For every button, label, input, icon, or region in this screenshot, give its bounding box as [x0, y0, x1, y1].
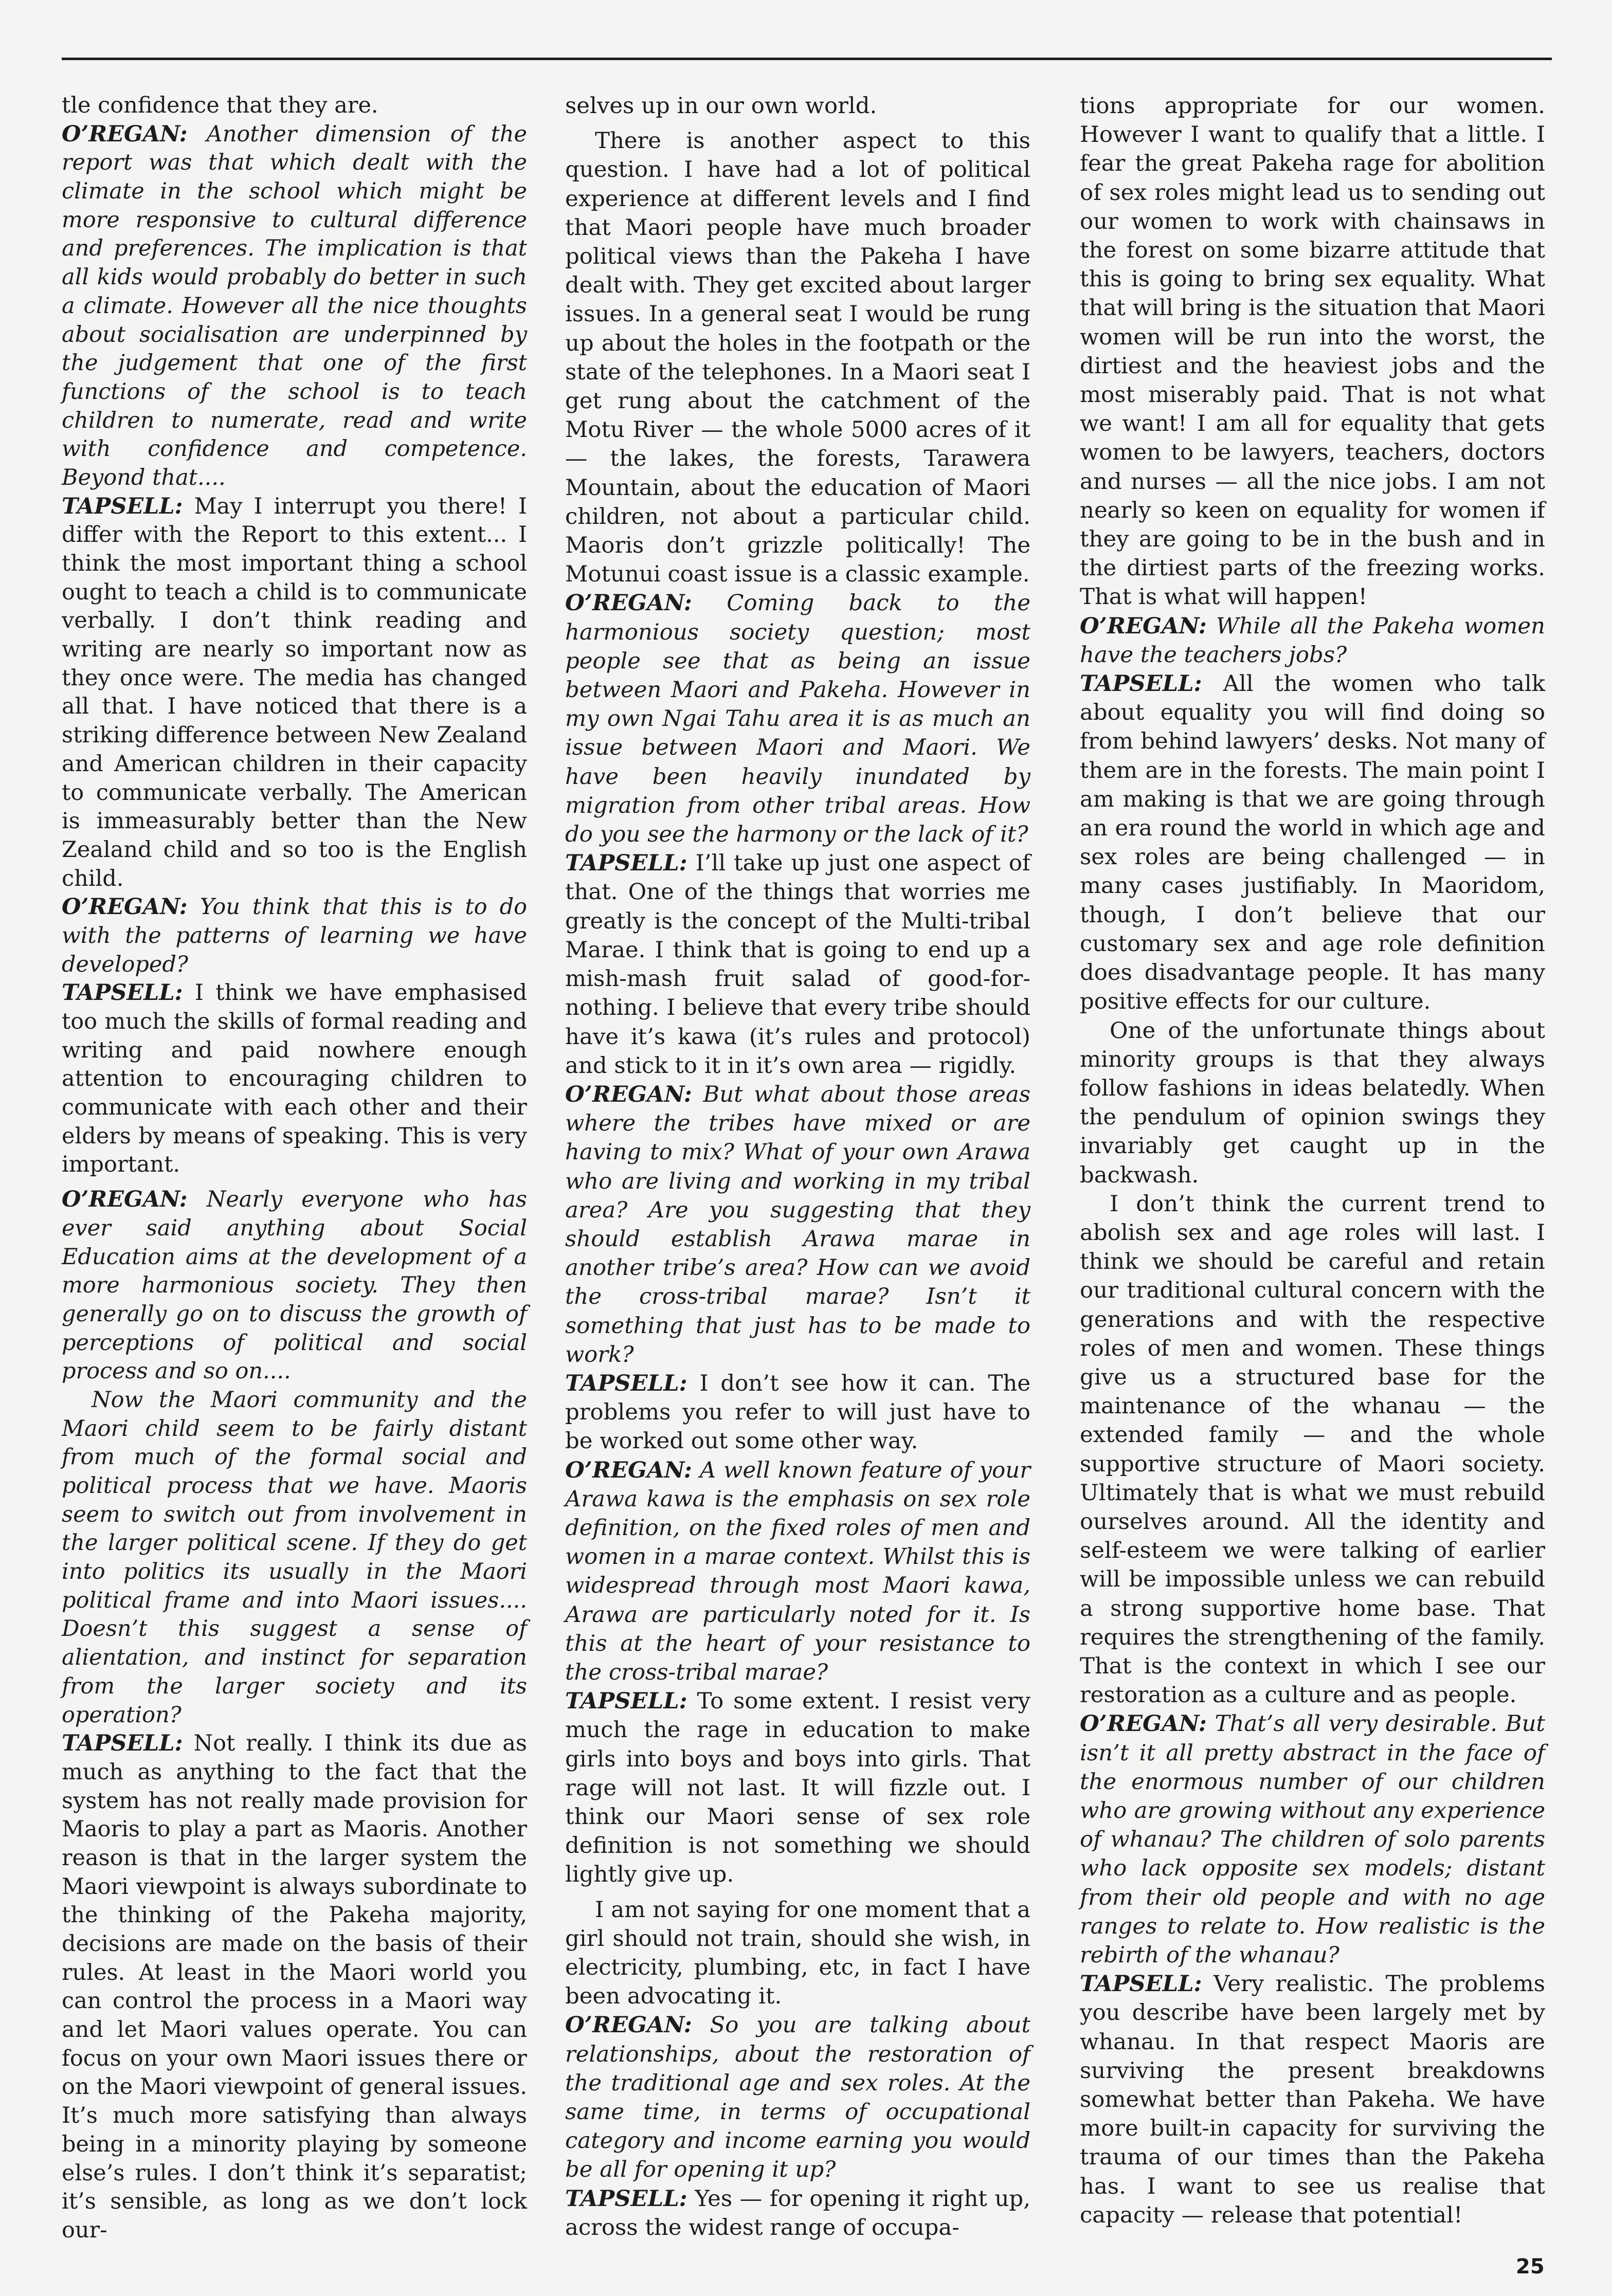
- paragraph: [1080, 612, 1545, 669]
- speaker-label: TAPSELL:: [62, 493, 183, 519]
- paragraph-text: You think that this is to do with the patterns of learning we have developed?: [62, 894, 527, 977]
- speaker-label: O’REGAN:: [62, 1187, 188, 1213]
- paragraph: [565, 1080, 1030, 1369]
- paragraph: [565, 589, 1030, 849]
- paragraph-text: Nearly everyone who has ever said anything about Social Education aims at the development of a more harmonious society. They then generally go on to discuss the growth of perceptions of political and social process and so on....: [62, 1187, 527, 1384]
- paragraph: [1080, 1016, 1545, 1190]
- speaker-label: O’REGAN:: [565, 1081, 692, 1107]
- speaker-label: O’REGAN:: [1080, 1710, 1207, 1737]
- paragraph: [62, 979, 527, 1179]
- speaker-label: O’REGAN:: [565, 2012, 692, 2038]
- speaker-label: TAPSELL:: [62, 980, 183, 1006]
- paragraph-text: I don’t think the current trend to abolish sex and age roles will last. I think we should be careful and retain our traditional cultural concern with the generations and with the respective roles of men and women. These things give us a structured base for the maintenance of the whanau — the extended family — and the whole supportive structure of Maori society. Ultimately that is what we must rebuild ourselves around. All the identity and self-esteem we were talking of earlier will be impossible unless we can rebuild a strong supportive home base. That requires the strengthening of the family. That is the context in which I see our restoration as a culture and as people.: [1080, 1191, 1545, 1708]
- speaker-label: O’REGAN:: [62, 121, 188, 147]
- speaker-label: TAPSELL:: [1080, 1971, 1202, 1997]
- paragraph: [62, 1386, 527, 1729]
- paragraph-text: While all the Pakeha women have the teachers jobs?: [1080, 613, 1546, 668]
- paragraph: [62, 1186, 527, 1386]
- paragraph: [1080, 1190, 1545, 1710]
- text-column-1: [62, 92, 527, 2245]
- text-column-3: [1080, 92, 1545, 2230]
- paragraph: [62, 120, 527, 493]
- paragraph-text: tions appropriate for our women. However I want to qualify that a little. I fear the great Pakeha rage for abolition of sex roles might lead us to sending out our women to work with chainsaws in the forest on some bizarre attitude that this is going to bring sex equality. What that will bring is the situation that Maori women will be run into the worst, the dirtiest and the heaviest jobs and the most miserably paid. That is not what we want! I am all for equality that gets women to be lawyers, teachers, doctors and nurses — all the nice jobs. I am not nearly so keen on equality for women if they are going to be in the bush and in the dirtiest parts of the freezing works. That is what will happen!: [1080, 93, 1545, 610]
- speaker-label: TAPSELL:: [62, 1730, 183, 1757]
- paragraph-text: Coming back to the harmonious society question; most people see that as being an issue between Maori and Pakeha. However in my own Ngai Tahu area it is as much an issue between Maori and Maori. We have been heavily inundated by migration from other tribal areas. How do you see the harmony or the lack of it?: [565, 590, 1030, 848]
- paragraph-text: Another dimension of the report was that which dealt with the climate in the school which might be more responsive to cultural difference and preferences. The implication is that all kids would probably do better in such a climate. However all the nice thoughts about socialisation are underpinned by the judgement that one of the first functions of the school is to teach children to numerate, read and write with confidence and competence. Beyond that....: [62, 121, 528, 490]
- paragraph: [62, 493, 527, 894]
- speaker-label: O’REGAN:: [62, 894, 188, 920]
- speaker-label: TAPSELL:: [1080, 670, 1202, 697]
- paragraph: [565, 1687, 1030, 1889]
- paragraph-text: I think we have emphasised too much the skills of formal reading and writing and paid nowhere enough attention to encouraging children to communicate with each other and their elders by means of speaking. This is very important.: [62, 980, 527, 1178]
- top-rule: [62, 58, 1552, 60]
- speaker-label: TAPSELL:: [565, 2185, 687, 2212]
- paragraph-text: One of the unfortunate things about minority groups is that they always follow fashions in ideas belatedly. When the pendulum of opinion swings they invariably get caught up in the backwash.: [1080, 1017, 1545, 1188]
- page-number: 25: [1516, 2255, 1545, 2279]
- paragraph: [565, 126, 1030, 589]
- paragraph-text: May I interrupt you there! I differ with the Report to this extent... I think the most important thing a school ought to teach a child is to communicate verbally. I don’t think reading and writing are nearly so important now as they once were. The media has changed all that. I have noticed that there is a striking difference between New Zealand and American children in their capacity to communicate verbally. The American is immeasurably better than the New Zealand child and so too is the English child.: [62, 493, 527, 891]
- paragraph: [1080, 669, 1545, 1016]
- speaker-label: TAPSELL:: [565, 1688, 687, 1715]
- paragraph-text: There is another aspect to this question. I have had a lot of political experience at different levels and I find that Maori people have much broader political views than the Pakeha I have dealt with. They get excited about larger issues. In a general seat I would be rung up about the holes in the footpath or the state of the telephones. In a Maori seat I get rung about the catchment of the Motu River — the whole 5000 acres of it — the lakes, the forests, Tarawera Mountain, about the education of Maori children, not about a particular child. Maoris don’t grizzle politically! The Motunui coast issue is a classic example.: [565, 128, 1030, 588]
- paragraph-text: I’ll take up just one aspect of that. One of the things that worries me greatly is the concept of the Multi-tribal Marae. I think that is going to end up a mish-mash fruit salad of good-for-nothing. I believe that every tribe should have it’s kawa (it’s rules and protocol) and stick to it in it’s own area — rigidly.: [565, 850, 1030, 1079]
- paragraph: [1080, 92, 1545, 612]
- paragraph: [565, 1456, 1030, 1687]
- paragraph: [565, 1896, 1030, 2011]
- speaker-label: O’REGAN:: [1080, 612, 1207, 639]
- paragraph-text: tle confidence that they are.: [62, 93, 378, 118]
- speaker-label: TAPSELL:: [565, 1370, 687, 1396]
- speaker-label: O’REGAN:: [565, 590, 692, 616]
- paragraph-text: So you are talking about relationships, about the restoration of the traditional age and sex roles. At the same time, in terms of occupational category and income earning you would be all for opening it up?: [565, 2012, 1030, 2183]
- paragraph-text: A well known feature of your Arawa kawa is the emphasis on sex role definition, on the fixed roles of men and women in a marae context. Whilst this is widespread through most Maori kawa, Arawa are particularly noted for it. Is this at the heart of your resistance to the cross-tribal marae?: [565, 1457, 1030, 1685]
- paragraph: [565, 92, 1030, 120]
- paragraph: [1080, 1970, 1545, 2230]
- paragraph-text: That’s all very desirable. But isn’t it all pretty abstract in the face of the enormous number of our children who are growing without any experience of whanau? The children of solo parents who lack opposite sex models; distant from their old people and with no age ranges to relate to. How realistic is the rebirth of the whanau?: [1080, 1711, 1545, 1968]
- paragraph-text: Not really. I think its due as much as anything to the fact that the system has not really made provision for Maoris to play a part as Maoris. Another reason is that in the larger system the Maori viewpoint is always subordinate to the thinking of the Pakeha majority, decisions are made on the basis of their rules. At least in the Maori world you can control the process in a Maori way and let Maori values operate. You can focus on your own Maori issues there or on the Maori viewpoint of general issues. It’s much more satisfying than always being in a minority playing by someone else’s rules. I don’t think it’s separatist; it’s sensible, as long as we don’t lock our-: [62, 1730, 527, 2243]
- paragraph: [565, 1369, 1030, 1456]
- paragraph-text: I don’t see how it can. The problems you refer to will just have to be worked out some other way.: [565, 1370, 1031, 1454]
- paragraph-text: To some extent. I resist very much the rage in education to make girls into boys and boys into girls. That rage will not last. It will fizzle out. I think our Maori sense of sex role definition is not something we should lightly give up.: [565, 1688, 1030, 1888]
- paragraph-text: Now the Maori community and the Maori child seem to be fairly distant from much of the formal social and political process that we have. Maoris seem to switch out from involvement in the larger political scene. If they do get into politics its usually in the Maori political frame and into Maori issues.... Doesn’t this suggest a sense of alientation, and instinct for separation from the larger society and its operation?: [62, 1387, 527, 1728]
- paragraph-text: All the women who talk about equality you will find doing so from behind lawyers’ desks. Not many of them are in the forests. The main point I am making is that we are going through an era round the world in which age and sex roles are being challenged — in many cases justifiably. In Maoridom, though, I don’t believe that our customary sex and age role definition does disadvantage people. It has many positive effects for our culture.: [1080, 671, 1546, 1015]
- speaker-label: TAPSELL:: [565, 850, 687, 877]
- paragraph: [565, 2184, 1030, 2242]
- paragraph-text: Yes — for opening it right up, across the widest range of occupa-: [565, 2185, 1030, 2240]
- paragraph: [565, 2011, 1030, 2184]
- paragraph: [1080, 1709, 1545, 1970]
- paragraph-text: I am not saying for one moment that a girl should not train, should she wish, in electricity, plumbing, etc, in fact I have been advocating it.: [565, 1897, 1030, 2010]
- paragraph: [565, 849, 1030, 1080]
- paragraph-text: But what about those areas where the tribes have mixed or are having to mix? What of your own Arawa who are living and working in my tribal area? Are you suggesting that they should establish Arawa marae in another tribe’s area? How can we avoid the cross-tribal marae? Isn’t it something that just has to be made to work?: [565, 1081, 1030, 1368]
- paragraph: [62, 92, 527, 120]
- paragraph-text: selves up in our own world.: [565, 93, 877, 119]
- speaker-label: O’REGAN:: [565, 1456, 692, 1483]
- paragraph-text: Very realistic. The problems you describe have been largely met by whanau. In that respect Maoris are surviving the present breakdowns somewhat better than Pakeha. We have more built-in capacity for surviving the trauma of our times than the Pakeha has. I want to see us realise that capacity — release that potential!: [1080, 1971, 1545, 2228]
- paragraph: [62, 1729, 527, 2245]
- text-column-2: [565, 92, 1030, 2242]
- paragraph: [62, 893, 527, 979]
